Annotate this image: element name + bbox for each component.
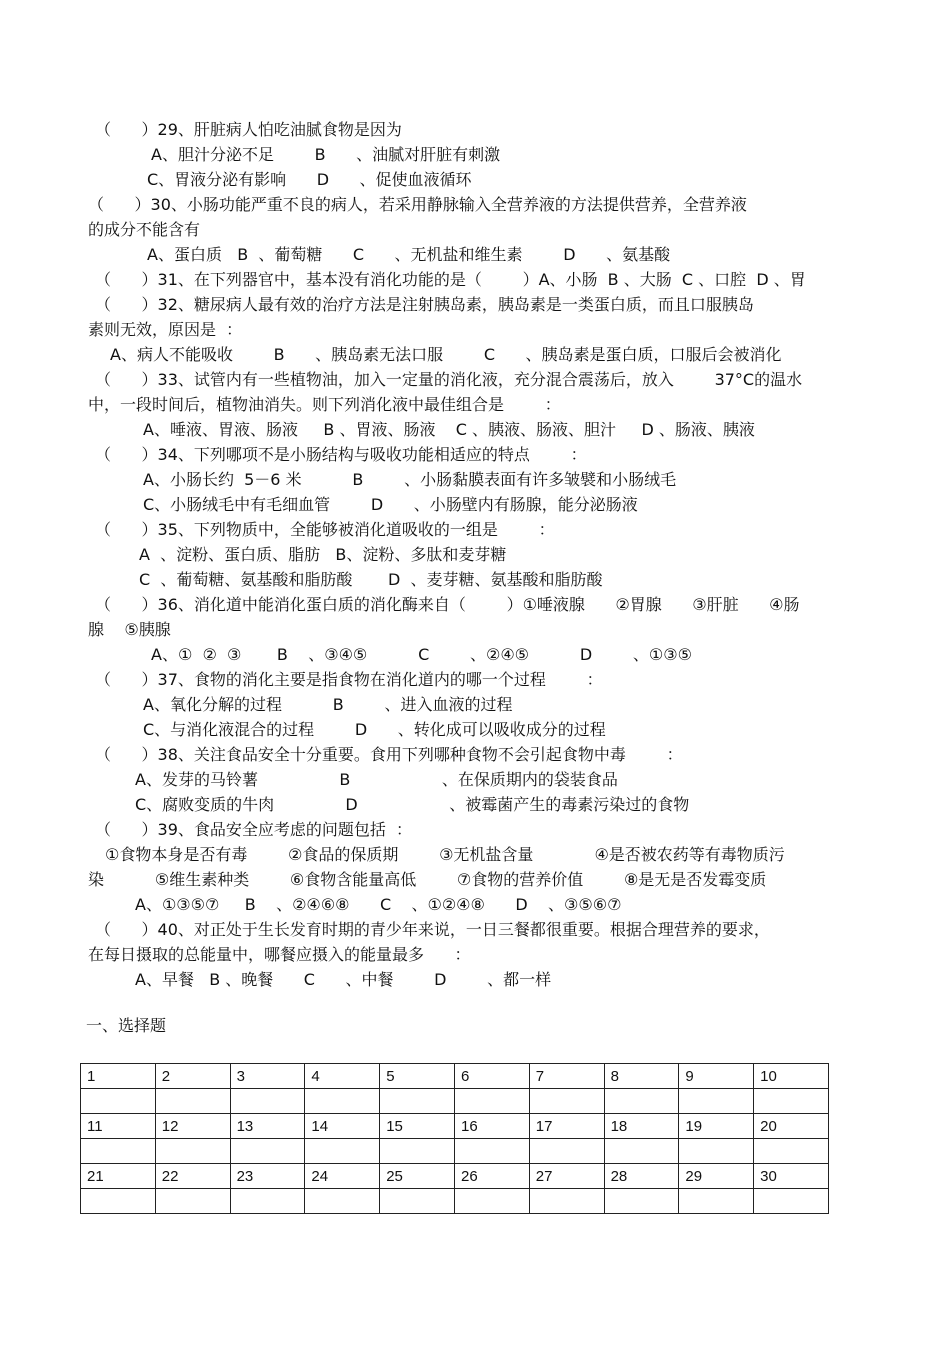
question-number-cell: 25 xyxy=(380,1164,455,1189)
question-number-cell: 21 xyxy=(81,1164,156,1189)
question-number-cell: 26 xyxy=(454,1164,529,1189)
answer-cell[interactable] xyxy=(454,1189,529,1214)
answer-cell[interactable] xyxy=(230,1139,305,1164)
question-line: C、小肠绒毛中有毛细血管 D 、小肠壁内有肠腺，能分泌肠液 xyxy=(143,495,638,514)
question-line: （ ）32、糖尿病人最有效的治疗方法是注射胰岛素，胰岛素是一类蛋白质，而且口服胰岛 xyxy=(95,295,754,314)
question-number-cell: 29 xyxy=(679,1164,754,1189)
question-line: 中，一段时间后，植物油消失。则下列消化液中最佳组合是 ： xyxy=(88,395,561,414)
question-line: A、小肠长约 5－6 米 B 、小肠黏膜表面有许多皱襞和小肠绒毛 xyxy=(143,470,677,489)
answer-cell[interactable] xyxy=(305,1189,380,1214)
table-row xyxy=(81,1139,829,1164)
question-number-cell: 5 xyxy=(380,1064,455,1089)
question-line: （ ）35、下列物质中，全能够被消化道吸收的一组是 ： xyxy=(95,520,555,539)
question-line: A、蛋白质 B 、葡萄糖 C 、无机盐和维生素 D 、氨基酸 xyxy=(147,245,671,264)
question-number-cell: 10 xyxy=(754,1064,829,1089)
answer-cell[interactable] xyxy=(454,1139,529,1164)
question-line: 在每日摄取的总能量中，哪餐应摄入的能量最多 ： xyxy=(88,945,471,964)
answer-cell[interactable] xyxy=(754,1089,829,1114)
question-line: C 、葡萄糖、氨基酸和脂肪酸 D 、麦芽糖、氨基酸和脂肪酸 xyxy=(139,570,603,589)
table-row xyxy=(81,1064,829,1089)
question-line: （ ）33、试管内有一些植物油，加入一定量的消化液，充分混合震荡后，放入 37°C的温水 xyxy=(95,370,803,389)
question-number-cell: 22 xyxy=(155,1164,230,1189)
question-line: （ ）29、肝脏病人怕吃油腻食物是因为 xyxy=(95,120,402,139)
question-number-cell: 23 xyxy=(230,1164,305,1189)
question-number-cell: 7 xyxy=(529,1064,604,1089)
answer-cell[interactable] xyxy=(380,1189,455,1214)
question-line: A、早餐 B 、晚餐 C 、中餐 D 、都一样 xyxy=(135,970,552,989)
answer-cell[interactable] xyxy=(380,1139,455,1164)
answer-cell[interactable] xyxy=(454,1089,529,1114)
question-line: C、腐败变质的牛肉 D 、被霉菌产生的毒素污染过的食物 xyxy=(135,795,690,814)
question-line: A、发芽的马铃薯 B 、在保质期内的袋装食品 xyxy=(135,770,618,789)
answer-cell[interactable] xyxy=(604,1189,679,1214)
question-number-cell: 28 xyxy=(604,1164,679,1189)
answer-cell[interactable] xyxy=(529,1189,604,1214)
question-line: （ ）40、对正处于生长发育时期的青少年来说，一日三餐都很重要。根据合理营养的要求， xyxy=(95,920,770,939)
question-number-cell: 9 xyxy=(679,1064,754,1089)
question-line: A、病人不能吸收 B 、胰岛素无法口服 C 、胰岛素是蛋白质，口服后会被消化 xyxy=(110,345,782,364)
question-line: A、唾液、胃液、肠液 B 、胃液、肠液 C 、胰液、肠液、胆汁 D 、肠液、胰液 xyxy=(143,420,755,439)
answer-table xyxy=(80,1063,829,1214)
question-line: 腺 ⑤胰腺 xyxy=(88,620,171,639)
question-line: A、氧化分解的过程 B 、进入血液的过程 xyxy=(143,695,513,714)
question-line: ①食物本身是否有毒 ②食品的保质期 ③无机盐含量 ④是否被农药等有毒物质污 xyxy=(105,845,785,864)
question-line: A 、淀粉、蛋白质、脂肪 B、淀粉、多肽和麦芽糖 xyxy=(139,545,507,564)
question-line: （ ）39、食品安全应考虑的问题包括 ： xyxy=(95,820,413,839)
answer-cell[interactable] xyxy=(679,1089,754,1114)
answer-cell[interactable] xyxy=(230,1189,305,1214)
question-number-cell: 27 xyxy=(529,1164,604,1189)
answer-cell[interactable] xyxy=(529,1089,604,1114)
answer-cell[interactable] xyxy=(679,1189,754,1214)
question-line: A、① ② ③ B 、③④⑤ C 、②④⑤ D 、①③⑤ xyxy=(151,645,692,664)
question-line: （ ）37、食物的消化主要是指食物在消化道内的哪一个过程 ： xyxy=(95,670,603,689)
question-number-cell: 14 xyxy=(305,1114,380,1139)
question-line: 染 ⑤维生素种类 ⑥食物含能量高低 ⑦食物的营养价值 ⑧是无是否发霉变质 xyxy=(88,870,767,889)
answer-cell[interactable] xyxy=(754,1189,829,1214)
question-line: A、①③⑤⑦ B 、②④⑥⑧ C 、①②④⑧ D 、③⑤⑥⑦ xyxy=(135,895,622,914)
answer-cell[interactable] xyxy=(604,1089,679,1114)
answer-cell[interactable] xyxy=(155,1139,230,1164)
question-line: （ ）36、消化道中能消化蛋白质的消化酶来自（ ）①唾液腺 ②胃腺 ③肝脏 ④肠 xyxy=(95,595,800,614)
answer-cell[interactable] xyxy=(679,1139,754,1164)
table-row xyxy=(81,1189,829,1214)
answer-cell[interactable] xyxy=(155,1189,230,1214)
answer-cell[interactable] xyxy=(529,1139,604,1164)
question-number-cell: 11 xyxy=(81,1114,156,1139)
question-number-cell: 6 xyxy=(454,1064,529,1089)
question-line: （ ）38、关注食品安全十分重要。食用下列哪种食物不会引起食物中毒 ： xyxy=(95,745,683,764)
question-number-cell: 4 xyxy=(305,1064,380,1089)
answer-cell[interactable] xyxy=(380,1089,455,1114)
question-number-cell: 3 xyxy=(230,1064,305,1089)
question-line: C、胃液分泌有影响 D 、促使血液循环 xyxy=(147,170,472,189)
question-number-cell: 18 xyxy=(604,1114,679,1139)
answer-cell[interactable] xyxy=(81,1139,156,1164)
table-row xyxy=(81,1114,829,1139)
question-line: 的成分不能含有 xyxy=(88,220,201,239)
section-title: 一、选择题 xyxy=(86,1016,167,1035)
question-number-cell: 30 xyxy=(754,1164,829,1189)
question-line: A、胆汁分泌不足 B 、油腻对肝脏有刺激 xyxy=(151,145,501,164)
question-number-cell: 2 xyxy=(155,1064,230,1089)
question-line: 素则无效，原因是 ： xyxy=(88,320,243,339)
answer-cell[interactable] xyxy=(155,1089,230,1114)
answer-cell[interactable] xyxy=(230,1089,305,1114)
question-number-cell: 24 xyxy=(305,1164,380,1189)
question-number-cell: 19 xyxy=(679,1114,754,1139)
question-number-cell: 12 xyxy=(155,1114,230,1139)
answer-cell[interactable] xyxy=(81,1189,156,1214)
answer-cell[interactable] xyxy=(604,1139,679,1164)
answer-cell[interactable] xyxy=(305,1089,380,1114)
question-number-cell: 15 xyxy=(380,1114,455,1139)
question-number-cell: 20 xyxy=(754,1114,829,1139)
table-row xyxy=(81,1164,829,1189)
table-row xyxy=(81,1089,829,1114)
answer-cell[interactable] xyxy=(305,1139,380,1164)
answer-cell[interactable] xyxy=(81,1089,156,1114)
question-line: （ ）30、小肠功能严重不良的病人，若采用静脉输入全营养液的方法提供营养，全营养液 xyxy=(88,195,747,214)
question-line: （ ）31、在下列器官中，基本没有消化功能的是（ ）A、小肠 B 、大肠 C 、口腔 D 、胃 xyxy=(95,270,806,289)
question-number-cell: 16 xyxy=(454,1114,529,1139)
question-line: （ ）34、下列哪项不是小肠结构与吸收功能相适应的特点 ： xyxy=(95,445,587,464)
question-number-cell: 13 xyxy=(230,1114,305,1139)
question-number-cell: 8 xyxy=(604,1064,679,1089)
question-number-cell: 17 xyxy=(529,1114,604,1139)
answer-cell[interactable] xyxy=(754,1139,829,1164)
question-line: C、与消化液混合的过程 D 、转化成可以吸收成分的过程 xyxy=(143,720,606,739)
question-number-cell: 1 xyxy=(81,1064,156,1089)
